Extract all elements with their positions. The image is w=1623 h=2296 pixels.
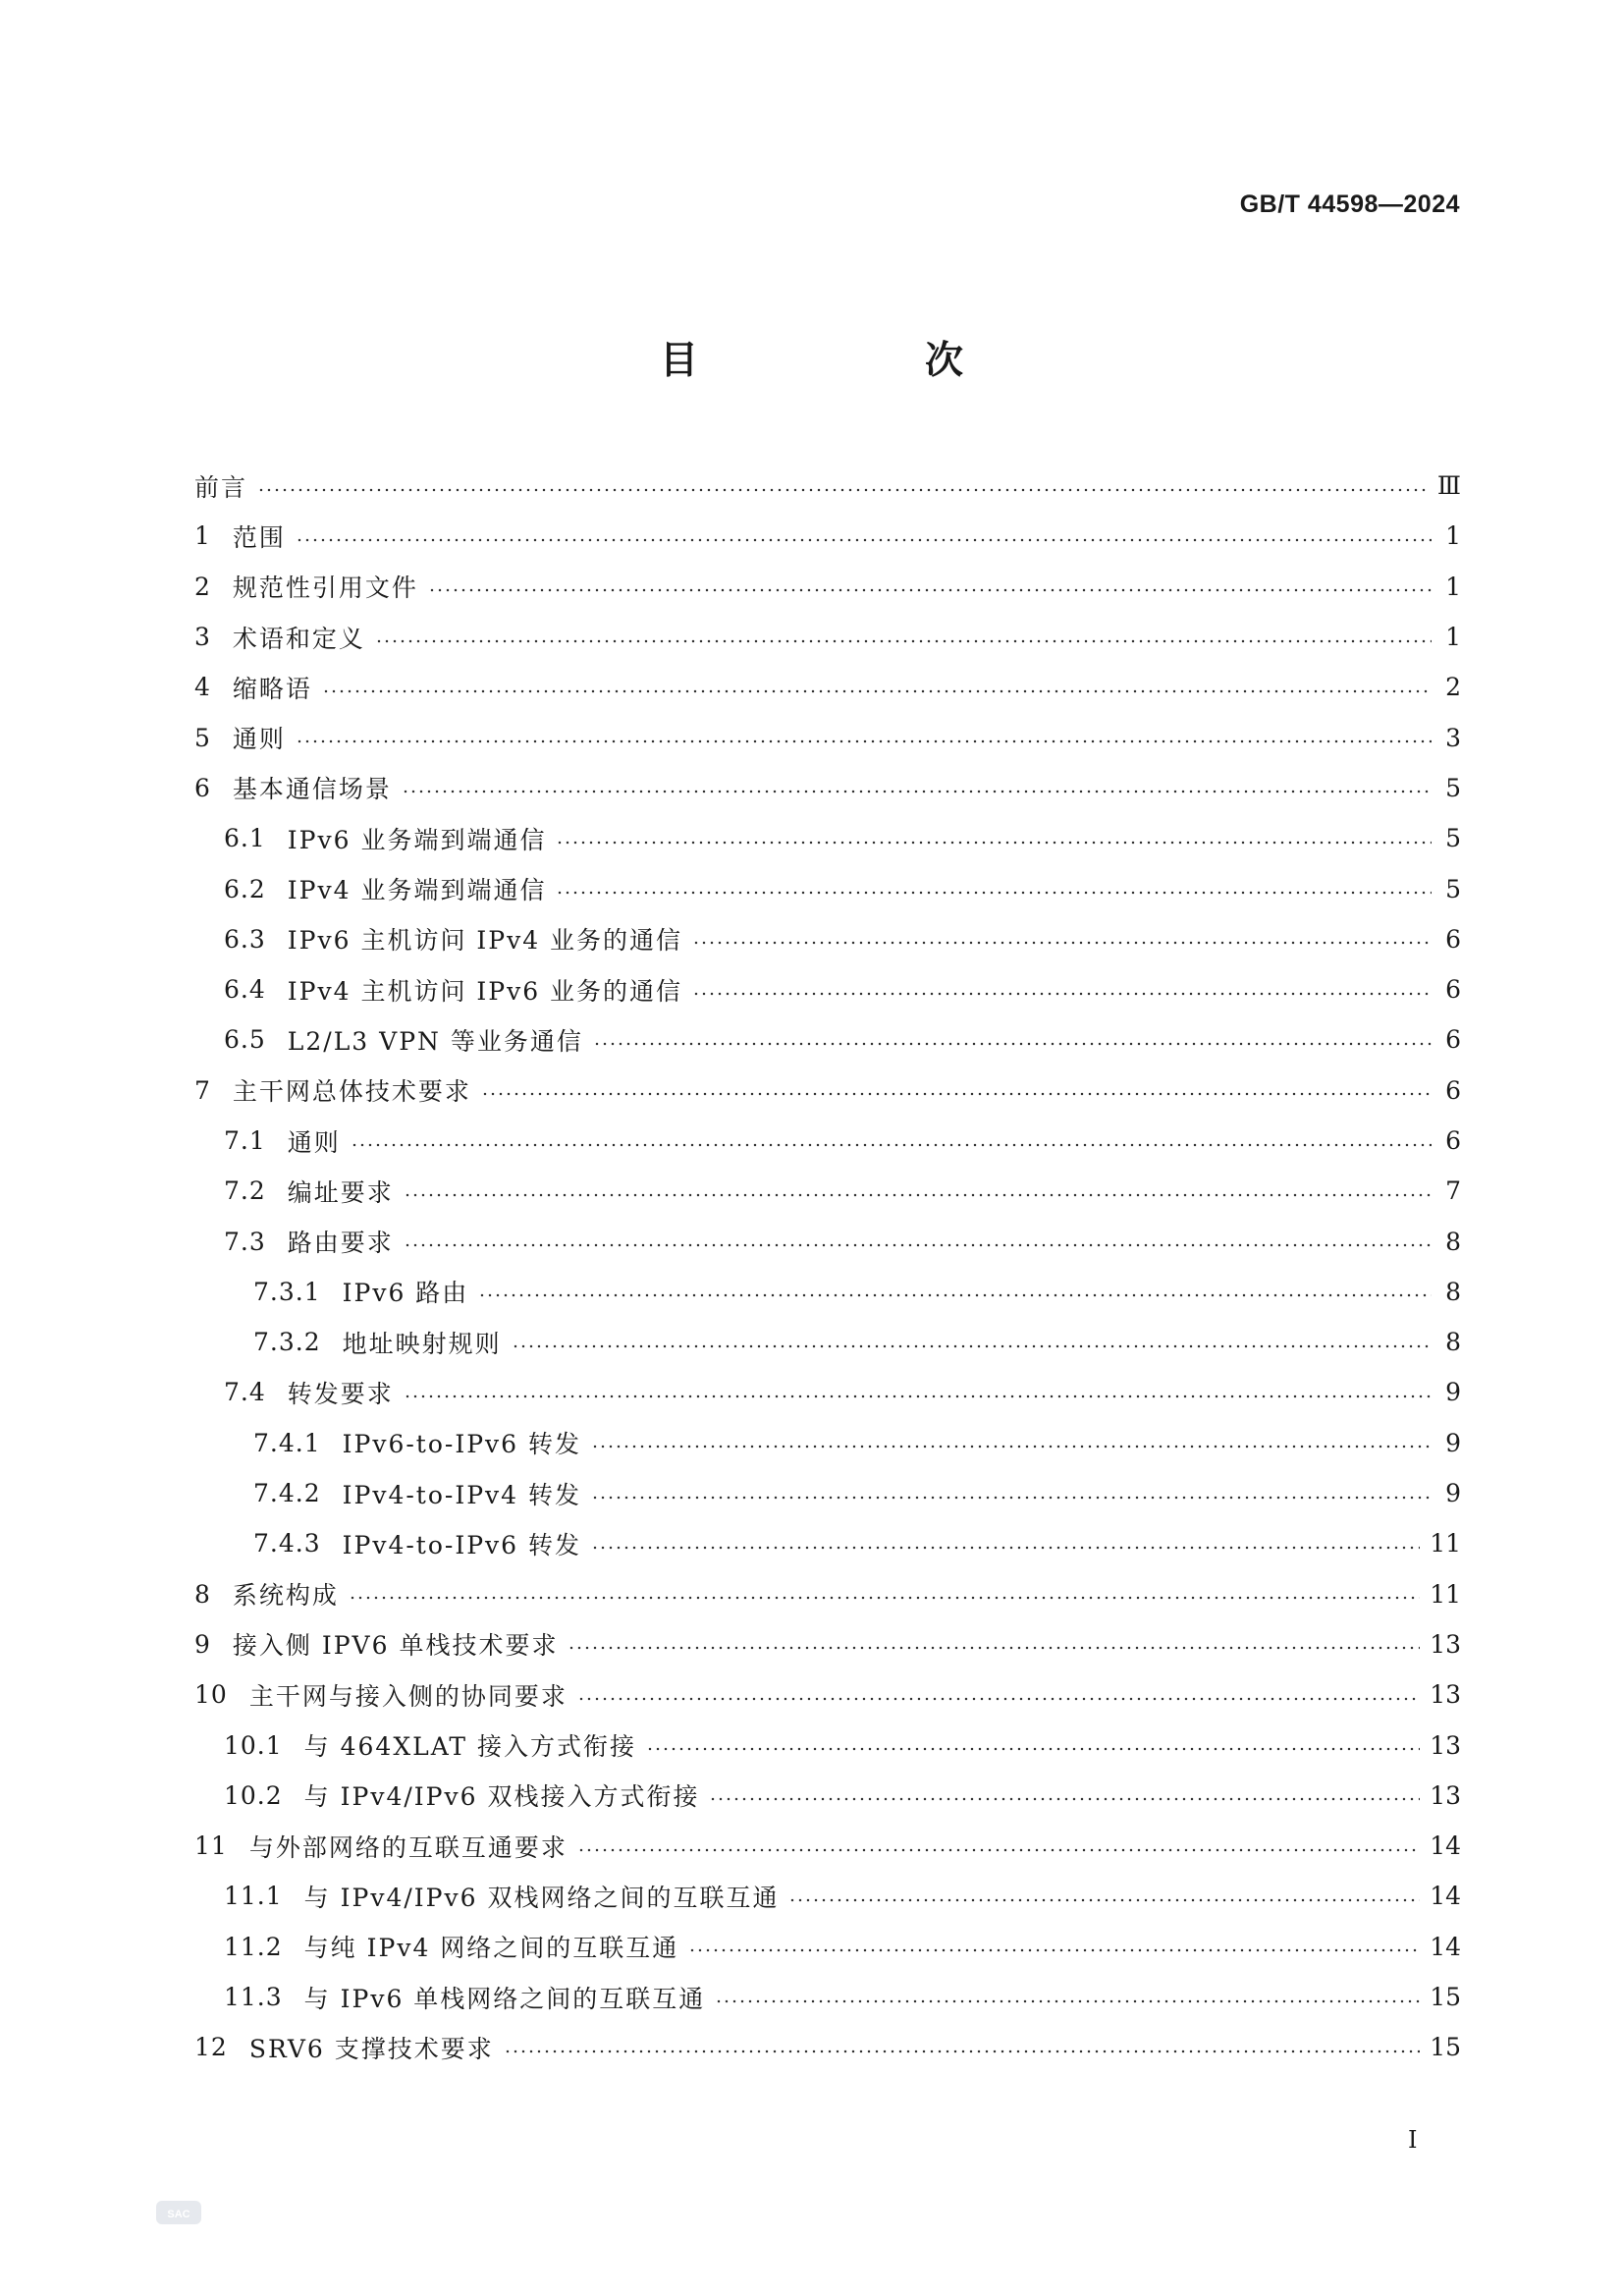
- dot-leader: [577, 1697, 1420, 1701]
- toc-entry-number: 6.3: [224, 924, 266, 954]
- toc-entry[interactable]: [194, 1669, 1461, 1720]
- toc-entry-page-number: 1: [1445, 521, 1461, 551]
- toc-entry-page-number: 6: [1445, 1126, 1461, 1155]
- dot-leader: [504, 2050, 1420, 2053]
- toc-entry-page-number: 9: [1445, 1378, 1461, 1407]
- toc-entry[interactable]: [194, 461, 1461, 511]
- toc-entry[interactable]: [194, 1821, 1461, 1871]
- dot-leader: [322, 689, 1432, 693]
- toc-entry-number: 8: [194, 1579, 211, 1609]
- toc-entry[interactable]: [194, 813, 1461, 863]
- toc-entry-title: 路由要求: [287, 1229, 394, 1258]
- dot-leader: [577, 1848, 1420, 1852]
- toc-entry-number: 5: [194, 723, 211, 752]
- toc-entry-title: L2/L3 VPN 等业务通信: [287, 1026, 583, 1056]
- toc-entry-page-number: 14: [1430, 1882, 1461, 1911]
- toc-entry[interactable]: [194, 1116, 1461, 1166]
- dot-leader: [481, 1092, 1432, 1096]
- toc-entry[interactable]: [194, 1066, 1461, 1116]
- standard-number: GB/T 44598—2024: [1239, 191, 1460, 218]
- sac-logo-watermark: [155, 2197, 202, 2228]
- toc-entry-number: 7.4.2: [253, 1479, 321, 1508]
- toc-entry-title: 与 IPv4/IPv6 双栈网络之间的互联互通: [303, 1883, 780, 1912]
- toc-entry-number: 7.3.1: [253, 1277, 321, 1306]
- dot-leader: [709, 1797, 1420, 1801]
- toc-entry-number: 7.4.3: [253, 1529, 321, 1558]
- toc-entry-number: 6: [194, 773, 211, 802]
- toc-entry-title: IPv6 主机访问 IPv4 业务的通信: [287, 926, 683, 956]
- toc-entry-number: 6.5: [224, 1025, 266, 1055]
- toc-entry[interactable]: [194, 1720, 1461, 1770]
- toc-entry-title: 地址映射规则: [342, 1329, 502, 1358]
- toc-entry-title: 主干网总体技术要求: [232, 1077, 471, 1107]
- toc-entry[interactable]: [194, 914, 1461, 964]
- dot-leader: [715, 1999, 1420, 2003]
- toc-entry[interactable]: [194, 763, 1461, 813]
- toc-entry-page-number: 5: [1445, 874, 1461, 903]
- dot-leader: [404, 1394, 1432, 1398]
- toc-entry-page-number: 6: [1445, 975, 1461, 1005]
- toc-entry-title: 前言: [194, 472, 248, 502]
- toc-entry-title: IPv6 业务端到端通信: [287, 825, 547, 854]
- toc-entry[interactable]: [194, 1771, 1461, 1821]
- dot-leader: [788, 1898, 1420, 1902]
- toc-entry[interactable]: [194, 1317, 1461, 1367]
- toc-entry[interactable]: [194, 2022, 1461, 2072]
- toc-entry-number: 2: [194, 572, 211, 601]
- toc-entry-title: 与 464XLAT 接入方式衔接: [303, 1732, 637, 1762]
- toc-entry-title: IPv4 主机访问 IPv6 业务的通信: [287, 976, 683, 1006]
- toc-entry[interactable]: [194, 1216, 1461, 1266]
- toc-entry-title: 系统构成: [232, 1581, 339, 1611]
- toc-entry[interactable]: [194, 1972, 1461, 2022]
- toc-entry-number: 7.3: [224, 1227, 266, 1256]
- svg-text:SAC: SAC: [167, 2209, 190, 2220]
- dot-leader: [257, 488, 1428, 492]
- toc-entry-number: 6.4: [224, 975, 266, 1005]
- dot-leader: [351, 1143, 1432, 1147]
- dot-leader: [296, 739, 1432, 743]
- toc-entry-page-number: 13: [1430, 1680, 1461, 1710]
- toc-entry-number: 11.1: [224, 1882, 283, 1911]
- dot-leader: [404, 1243, 1432, 1247]
- toc-entry-page-number: 6: [1445, 924, 1461, 954]
- toc-entry-page-number: 1: [1445, 623, 1461, 652]
- toc-entry-title: 与纯 IPv4 网络之间的互联互通: [303, 1934, 679, 1963]
- toc-entry-page-number: 15: [1430, 2033, 1461, 2062]
- toc-entry-title: 主干网与接入侧的协同要求: [248, 1681, 568, 1711]
- toc-entry-page-number: 14: [1430, 1831, 1461, 1861]
- dot-leader: [688, 1948, 1420, 1952]
- toc-entry-page-number: 6: [1445, 1075, 1461, 1105]
- toc-entry[interactable]: [194, 562, 1461, 612]
- toc-entry-number: 7.3.2: [253, 1328, 321, 1357]
- toc-entry[interactable]: [194, 1166, 1461, 1216]
- toc-entry-title: IPv6 路由: [342, 1279, 469, 1308]
- dot-leader: [591, 1546, 1420, 1550]
- dot-leader: [296, 538, 1432, 542]
- page-folio: I: [1408, 2126, 1418, 2154]
- toc-entry-page-number: 9: [1445, 1428, 1461, 1457]
- dot-leader: [402, 790, 1432, 793]
- toc-entry[interactable]: [194, 1619, 1461, 1669]
- toc-entry-title: SRV6 支撑技术要求: [248, 2034, 494, 2063]
- toc-entry[interactable]: [194, 511, 1461, 561]
- toc-entry-page-number: 3: [1445, 723, 1461, 752]
- toc-entry-number: 10: [194, 1680, 228, 1710]
- toc-entry-page-number: 11: [1430, 1579, 1461, 1609]
- toc-entry-title: 与 IPv4/IPv6 双栈接入方式衔接: [303, 1782, 700, 1812]
- toc-entry-page-number: 6: [1445, 1025, 1461, 1055]
- toc-entry[interactable]: [194, 662, 1461, 712]
- toc-entry-page-number: 5: [1445, 773, 1461, 802]
- dot-leader: [428, 588, 1432, 592]
- toc-entry-number: 9: [194, 1629, 211, 1659]
- toc-entry[interactable]: [194, 1518, 1461, 1568]
- toc-entry[interactable]: [194, 1418, 1461, 1468]
- dot-leader: [556, 891, 1432, 895]
- toc-entry-number: 11: [194, 1831, 228, 1861]
- toc-entry-number: 7.2: [224, 1176, 266, 1206]
- toc-entry[interactable]: [194, 1014, 1461, 1065]
- dot-leader: [646, 1747, 1420, 1751]
- dot-leader: [591, 1445, 1432, 1449]
- toc-entry-title: IPv6-to-IPv6 转发: [342, 1430, 582, 1459]
- dot-leader: [375, 639, 1432, 643]
- toc-entry-title: IPv4-to-IPv6 转发: [342, 1530, 582, 1559]
- toc-entry[interactable]: [194, 1569, 1461, 1619]
- toc-entry-title: 基本通信场景: [232, 775, 392, 804]
- dot-leader: [591, 1496, 1432, 1500]
- toc-entry-page-number: 11: [1430, 1529, 1461, 1558]
- toc-entry-number: 10.2: [224, 1780, 283, 1810]
- toc-entry-page-number: 13: [1430, 1730, 1461, 1760]
- dot-leader: [593, 1042, 1432, 1046]
- toc-entry-number: 10.1: [224, 1730, 283, 1760]
- toc-entry-number: 6.2: [224, 874, 266, 903]
- dot-leader: [556, 841, 1432, 845]
- toc-entry-title: 术语和定义: [232, 624, 365, 653]
- toc-entry-title: 缩略语: [232, 674, 312, 703]
- toc-entry[interactable]: [194, 1871, 1461, 1921]
- toc-entry-page-number: Ⅲ: [1436, 471, 1461, 501]
- toc-entry-title: 编址要求: [287, 1177, 394, 1207]
- toc-entry-page-number: 2: [1445, 673, 1461, 702]
- toc-entry-number: 7.4.1: [253, 1428, 321, 1457]
- dot-leader: [512, 1344, 1432, 1348]
- toc-entry-title: 规范性引用文件: [232, 574, 418, 603]
- toc-entry-page-number: 8: [1445, 1277, 1461, 1306]
- dot-leader: [404, 1193, 1432, 1197]
- toc-entry-number: 11.3: [224, 1983, 283, 2012]
- toc-entry-page-number: 8: [1445, 1227, 1461, 1256]
- toc-entry[interactable]: [194, 1367, 1461, 1417]
- dot-leader: [692, 941, 1432, 945]
- toc-entry-number: 6.1: [224, 824, 266, 853]
- toc-entry[interactable]: [194, 612, 1461, 662]
- toc-entry-page-number: 1: [1445, 572, 1461, 601]
- dot-leader: [478, 1293, 1432, 1297]
- toc-entry-title: 转发要求: [287, 1379, 394, 1408]
- table-of-contents: [194, 461, 1461, 2073]
- toc-entry-number: 11.2: [224, 1932, 283, 1961]
- dot-leader: [568, 1646, 1420, 1650]
- toc-entry-title: 与外部网络的互联互通要求: [248, 1832, 568, 1862]
- toc-entry[interactable]: [194, 1922, 1461, 1972]
- toc-entry-page-number: 9: [1445, 1479, 1461, 1508]
- dot-leader: [349, 1596, 1420, 1600]
- toc-entry-number: 7.4: [224, 1378, 266, 1407]
- toc-entry-number: 1: [194, 521, 211, 551]
- toc-entry-number: 7: [194, 1075, 211, 1105]
- toc-entry-page-number: 7: [1445, 1176, 1461, 1206]
- page-title: 目 次: [659, 339, 1057, 383]
- toc-entry-page-number: 15: [1430, 1983, 1461, 2012]
- toc-entry-number: 4: [194, 673, 211, 702]
- toc-entry-number: 12: [194, 2033, 228, 2062]
- toc-entry[interactable]: [194, 1267, 1461, 1317]
- toc-entry-page-number: 14: [1430, 1932, 1461, 1961]
- toc-entry-number: 7.1: [224, 1126, 266, 1155]
- toc-entry-title: 范围: [232, 522, 286, 552]
- dot-leader: [692, 992, 1432, 996]
- toc-entry[interactable]: [194, 863, 1461, 913]
- toc-entry-title: 与 IPv6 单栈网络之间的互联互通: [303, 1984, 706, 2013]
- toc-entry[interactable]: [194, 964, 1461, 1014]
- toc-entry-page-number: 13: [1430, 1780, 1461, 1810]
- toc-entry-page-number: 13: [1430, 1629, 1461, 1659]
- toc-entry-number: 3: [194, 623, 211, 652]
- toc-entry-title: 通则: [287, 1127, 341, 1157]
- toc-entry[interactable]: [194, 712, 1461, 762]
- toc-entry[interactable]: [194, 1468, 1461, 1518]
- toc-entry-title: 接入侧 IPV6 单栈技术要求: [232, 1631, 559, 1661]
- toc-entry-title: IPv4 业务端到端通信: [287, 876, 547, 905]
- toc-entry-page-number: 8: [1445, 1328, 1461, 1357]
- toc-entry-page-number: 5: [1445, 824, 1461, 853]
- toc-entry-title: IPv4-to-IPv4 转发: [342, 1480, 582, 1509]
- toc-entry-title: 通则: [232, 725, 286, 754]
